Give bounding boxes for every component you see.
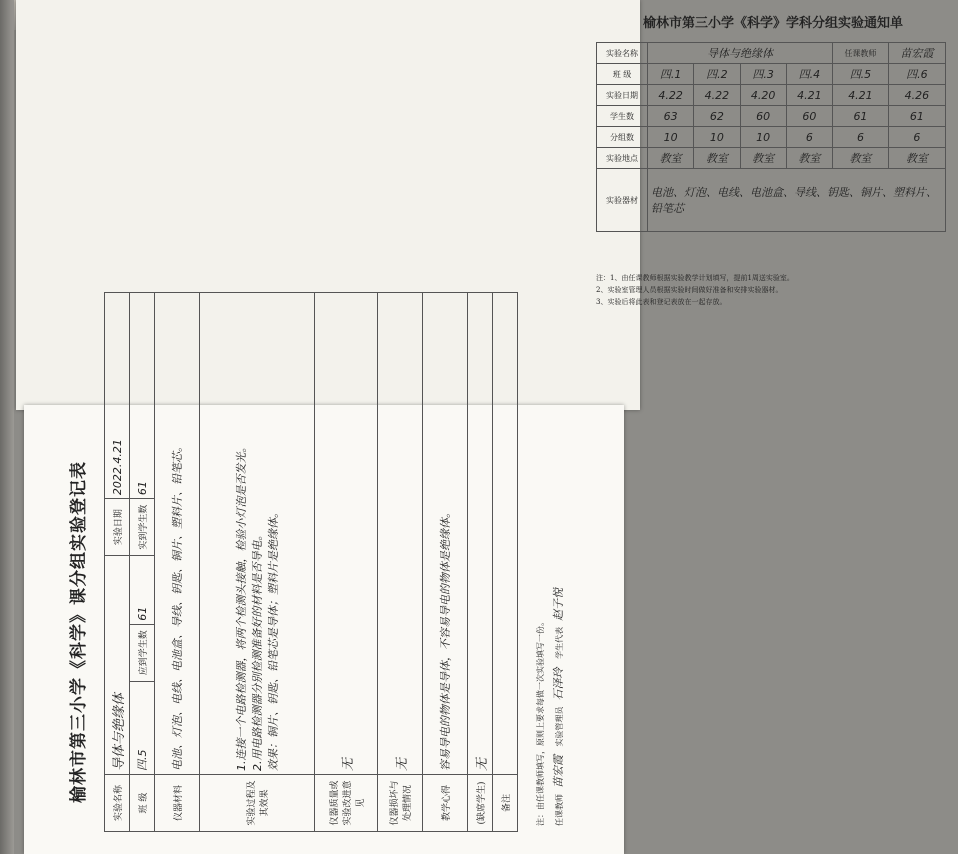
improve-value: 无 [315,293,378,775]
absent-value: 无 [468,293,493,775]
materials-label: 仪器材料 [155,775,200,832]
date-value: 2022.4.21 [105,293,130,499]
notice-table [596,42,946,232]
name-value: 导体与绝缘体 [105,556,130,775]
remark-value [493,293,518,775]
actual-label: 实到学生数 [130,499,155,556]
expected-value: 61 [130,556,155,625]
improve-label: 仪器质量或实验改进意见 [315,775,378,832]
insight-value: 容易导电的物体是导体，不容易导电的物体是绝缘体。 [423,293,468,775]
record-title: 榆林市第三小学《科学》课分组实验登记表 [69,461,89,803]
materials-value: 电池、灯泡、电线、电池盒、导线、钥匙、铜片、塑料片、铅笔芯。 [155,293,200,775]
notice-teacher-value: 苗宏霞 [888,43,945,64]
notice-row-groups: 分组数 10 10 10 6 6 6 [597,127,946,148]
notice-name-label: 实验名称 [597,43,648,64]
record-notes: 注：由任课教师填写，原则上要求每做一次实验填写一份。 [536,618,545,826]
expected-label: 应到学生数 [130,624,155,681]
actual-value: 61 [130,293,155,499]
absent-label: (缺席学生) [468,775,493,832]
background-left [0,0,14,854]
insight-label: 教学心得 [423,775,468,832]
remark-label: 备注 [493,775,518,832]
notice-row-place: 实验地点 教室 教室 教室 教室 教室 教室 [597,148,946,169]
notice-row-students: 学生数 63 62 60 60 61 61 [597,106,946,127]
notice-title: 榆林市第三小学《科学》学科分组实验通知单 [642,16,903,31]
notice-name-value: 导体与绝缘体 [648,43,833,64]
record-table [104,292,518,832]
notice-row-class: 班 级 四.1 四.2 四.3 四.4 四.5 四.6 [597,64,946,85]
process-value: 1.连接一个电路检测器，将两个检测头接触，检验小灯泡是否发光。 2.用电路检测器分别检测准备好的材料是否导电。 效果：铜片、钥匙、铅笔芯是导体；塑料片是绝缘体。 [200,293,315,775]
notice-teacher-label: 任课教师 [833,43,889,64]
date-label: 实验日期 [105,499,130,556]
record-signatures: 任课教师苗宏霞 实验管理员石泽玲 学生代表赵子悦 [552,587,565,826]
class-value: 四.5 [130,681,155,774]
damage-value: 无 [378,293,423,775]
process-label: 实验过程及其效果 [200,775,315,832]
record-form [64,424,565,836]
damage-label: 仪器损坏与处理情况 [378,775,423,832]
notice-notes: 注：1、由任课教师根据实验教学计划填写，提前1周送实验室。 2、实验室管理人员根据实验时间做好准备和安排实验器材。 3、实验后将此表和登记表放在一起存放。 [596,274,794,306]
name-label: 实验名称 [105,775,130,832]
notice-row-materials: 实验器材 电池、灯泡、电线、电池盒、导线、钥匙、铜片、塑料片、铅笔芯 [597,169,946,232]
notice-row-date: 实验日期 4.22 4.22 4.20 4.21 4.21 4.26 [597,85,946,106]
class-label: 班 级 [130,775,155,832]
